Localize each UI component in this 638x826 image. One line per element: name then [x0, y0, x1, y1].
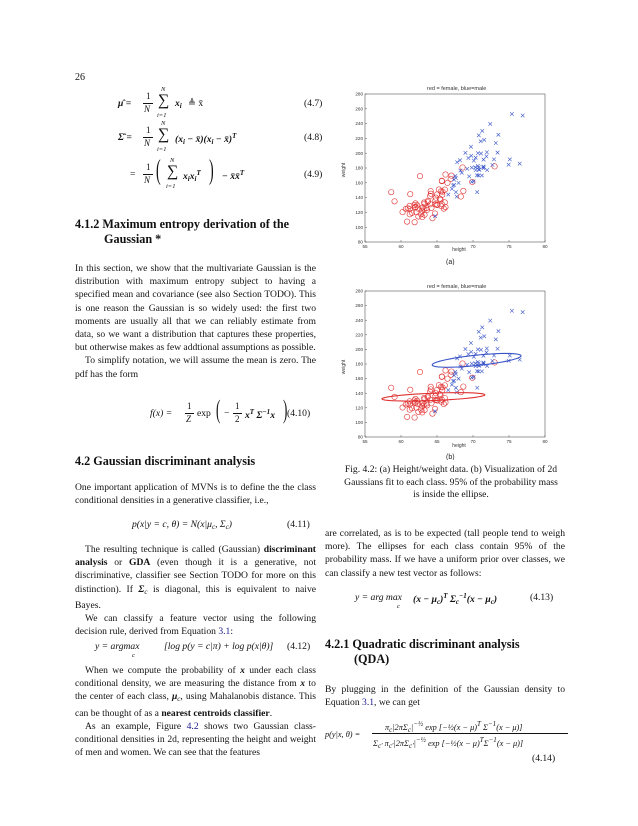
section-heading-4-2-1 — [325, 637, 575, 667]
male-point — [497, 133, 501, 137]
paragraph-correlated — [325, 527, 565, 580]
section-heading-4-2 — [75, 454, 325, 469]
eq-number: (4.8) — [304, 132, 323, 143]
paren-close: ) — [283, 395, 288, 424]
y-tick-label: 140 — [355, 195, 363, 201]
y-tick-label: 140 — [355, 390, 363, 396]
male-point — [479, 336, 483, 340]
eq-frac-num: 1 — [187, 401, 192, 411]
eq-number: (4.9) — [304, 169, 323, 180]
male-point — [497, 329, 501, 333]
male-point — [507, 163, 511, 167]
male-point — [450, 187, 454, 191]
fraction-bar — [372, 733, 568, 734]
male-point — [496, 347, 500, 351]
female-point — [389, 189, 394, 194]
paragraph-gda-definition — [75, 543, 316, 638]
male-point — [477, 330, 481, 334]
eq-frac-den: N — [144, 104, 151, 114]
y-axis-label: weight — [341, 359, 347, 375]
equation-4-11 — [132, 519, 232, 531]
figure-a-scatter — [335, 80, 555, 265]
x-axis-label: height — [452, 443, 466, 449]
male-point — [480, 326, 484, 330]
section-number: 4.1.2 — [75, 217, 100, 231]
equation-link[interactable]: 3.1 — [218, 626, 231, 638]
paragraph-mahalanobis — [75, 664, 316, 759]
y-tick-label: 260 — [355, 106, 363, 112]
male-point — [477, 134, 481, 138]
male-point — [480, 174, 484, 178]
eq-lhs: = — [130, 169, 136, 180]
female-point — [392, 199, 397, 204]
eq-text: p(x|y = c, $\theta) = N(x|\mu_c$, $\Sigma_c$) — [132, 519, 232, 531]
male-point — [479, 348, 483, 352]
eq-body: $(x - \mu_c)^T$ $\Sigma_c^{-1}(x - \mu_c)$ — [413, 592, 498, 606]
male-point — [475, 386, 479, 390]
female-point — [439, 374, 444, 379]
paragraph-qda — [325, 683, 565, 709]
sum-symbol: ∑ — [158, 92, 170, 109]
sum-symbol: ∑ — [167, 163, 179, 180]
male-point — [482, 158, 486, 162]
eq-argsub: c — [397, 603, 400, 610]
eq-sum-top: N — [170, 157, 175, 164]
male-point — [485, 150, 489, 154]
paragraph-text: are correlated, as is to be expected (tall people tend to weigh more). The ellipses for each class contain 95% of the probability mass. If we have a uniform prior over classes, we can classify a new test vector as follows: — [325, 528, 565, 579]
section-title-line2: Gaussian * — [104, 232, 162, 246]
eq-sum-bot: i=1 — [157, 146, 167, 153]
x-tick-label: 60 — [398, 244, 404, 249]
eq-number: (4.10) — [287, 408, 311, 419]
section-number: 4.2.1 — [325, 637, 350, 651]
figure-label-b: (b) — [446, 454, 455, 460]
male-point — [480, 129, 484, 133]
male-point — [478, 168, 482, 172]
x-tick-label: 65 — [434, 244, 440, 249]
x-tick-label: 55 — [362, 439, 368, 444]
female-point — [460, 165, 465, 170]
eq-lhs: y = arg max — [355, 592, 402, 603]
y-tick-label: 280 — [355, 91, 363, 97]
male-point — [450, 383, 454, 387]
eq-lhs: y = argmax — [95, 641, 140, 652]
y-tick-label: 100 — [355, 224, 363, 230]
paragraph-gda-intro — [75, 481, 316, 507]
paragraph-text-2: As an example, Figure 4.2 shows two Gaussian class-conditional densities in 2d, representing the height and weight of men and women. We can see that the features — [75, 720, 316, 759]
female-point — [400, 209, 405, 214]
section-title: Gaussian discriminant analysis — [93, 454, 256, 468]
equation-link[interactable]: 3.1 — [362, 697, 375, 709]
figure-link[interactable]: 4.2 — [186, 720, 199, 732]
male-point — [464, 347, 468, 351]
male-point — [446, 388, 450, 392]
eq-frac-num: 1 — [146, 162, 151, 172]
male-point — [470, 166, 474, 170]
eq-tail: − x̄x̄$^T$ — [222, 169, 245, 182]
male-point — [464, 151, 468, 155]
male-point — [482, 334, 486, 338]
female-point — [392, 394, 397, 399]
paragraph-text: When we compute the probability of x under each class conditional density, we are measuring the distance from x to the center of each class, $\mu_c$, using Mahalanobis distance. This can be thought of as a nearest centroids classifier. — [75, 665, 316, 719]
male-point — [454, 190, 458, 194]
male-point — [491, 163, 495, 167]
y-tick-label: 180 — [355, 361, 363, 367]
y-tick-label: 120 — [355, 405, 363, 411]
x-tick-label: 65 — [434, 439, 440, 444]
paren-close: ) — [209, 155, 214, 186]
eq-number: (4.11) — [287, 519, 310, 530]
eq-lhs: p(y|x, θ) = — [325, 730, 361, 739]
y-tick-label: 220 — [355, 136, 363, 141]
eq-number: (4.13) — [530, 592, 554, 603]
female-point — [404, 414, 409, 419]
section-title-line2: (QDA) — [354, 652, 390, 666]
female-point — [461, 188, 466, 193]
eq-number: (4.7) — [304, 98, 323, 109]
equation-4-7 — [118, 86, 323, 122]
y-tick-label: 160 — [355, 376, 363, 382]
y-tick-label: 200 — [355, 347, 363, 352]
female-point — [412, 415, 417, 420]
eq-inner: $x^T$ $\Sigma^{-1}x$ — [245, 408, 275, 421]
paragraph-text: The resulting technique is called (Gaussian) discriminant analysis or GDA (even though it is a generative, not discriminative, classifier see Section TODO for more on this distinction). If $\Sigma_c$ is diagonal, this is equivalent to naive Bayes. — [75, 544, 316, 611]
eq-lhs: μ̂ = — [118, 98, 132, 109]
female-point — [458, 194, 463, 199]
male-point — [521, 114, 525, 118]
x-tick-label: 80 — [542, 439, 548, 444]
eq-numerator: $\pi_c|2\pi\Sigma_c|^{-\frac{1}{2}}$ exp [−½(x − μ)$^T$ $\Sigma^{-1}(x - \mu)$] — [385, 720, 523, 734]
female-point — [432, 406, 437, 411]
male-point — [491, 359, 495, 363]
male-point — [494, 141, 498, 145]
male-point — [510, 309, 514, 313]
eq-lhs: Σ̂ = — [118, 132, 132, 143]
male-point — [446, 193, 450, 197]
y-tick-label: 280 — [355, 288, 363, 294]
male-point — [521, 310, 525, 314]
legend-label: red = female, blue=male — [427, 284, 487, 290]
female-point — [403, 206, 408, 211]
paragraph-text-2: We can classify a feature vector using the following decision rule, derived from Equation 3.1: — [75, 613, 316, 638]
eq-argsub: c — [132, 652, 135, 659]
x-tick-label: 55 — [362, 244, 368, 249]
eq-sum-bot: i=1 — [157, 112, 167, 119]
female-point — [417, 369, 422, 374]
y-tick-label: 240 — [355, 317, 363, 323]
male-point — [457, 181, 461, 185]
figure-caption: Fig. 4.2: (a) Height/weight data. (b) Visualization of 2d Gaussians fit to each class. 95% of the probability mass is inside the ellipse. — [344, 464, 558, 500]
y-tick-label: 80 — [357, 239, 363, 245]
male-point — [469, 145, 473, 149]
male-point — [508, 158, 512, 162]
male-point — [479, 139, 483, 143]
female-point — [429, 205, 434, 210]
eq-sum-top: N — [161, 86, 166, 93]
female-point — [439, 178, 444, 183]
eq-tail: ≜ x̄ — [188, 98, 204, 109]
eq-frac-den: N — [144, 175, 151, 185]
female-point — [443, 368, 448, 373]
male-point — [475, 190, 479, 194]
paragraph-text: One important application of MVNs is to define the the class conditional densities in a generative classifier, i.e., — [75, 482, 316, 507]
male-point — [510, 112, 514, 116]
male-point — [485, 155, 489, 159]
eq-frac-num: 1 — [146, 91, 151, 101]
x-tick-label: 70 — [470, 244, 476, 249]
male-point — [485, 347, 489, 351]
eq-body: [log p(y = c|π) + log p(x|θ)] — [164, 641, 274, 652]
eq-denominator: $\Sigma_{c'}$ $\pi_{c'}|2\pi\Sigma_{c'}|^{-\frac{1}{2}}$ exp [−½(x − $\mu)^T\Sigma^{-1}(x - \mu)$] — [373, 736, 524, 750]
female-point — [460, 361, 465, 366]
male-point — [492, 158, 496, 162]
y-tick-label: 200 — [355, 150, 363, 156]
x-tick-label: 80 — [542, 244, 548, 249]
eq-inner-den: 2 — [235, 414, 240, 424]
eq-sum-bot: i=1 — [166, 183, 176, 190]
y-tick-label: 220 — [355, 332, 363, 338]
section-heading-4-1-2 — [75, 217, 325, 247]
female-point — [408, 387, 413, 392]
female-point — [432, 211, 437, 216]
female-point — [404, 219, 409, 224]
male-point — [488, 319, 492, 323]
eq-inner-num: 1 — [235, 401, 240, 411]
eq-number: (4.14) — [532, 753, 556, 764]
legend-label: red = female, blue=male — [427, 86, 487, 92]
y-tick-label: 180 — [355, 165, 363, 171]
eq-frac-den: N — [144, 138, 151, 148]
male-point — [485, 168, 489, 172]
female-point — [461, 384, 466, 389]
equation-4-14 — [325, 718, 570, 774]
exp-text: exp — [197, 408, 211, 419]
paragraph-text-2: To simplify notation, we will assume the mean is zero. The pdf has the form — [75, 355, 316, 380]
paragraph-max-entropy — [75, 262, 316, 381]
paren-open: ( — [216, 395, 221, 424]
minus-sign: − — [224, 408, 230, 419]
male-point — [465, 167, 469, 171]
eq-number: (4.12) — [287, 641, 311, 652]
eq-body: ($x_i$ − $x̄)(x_i$ − x̄)$^T$ — [175, 132, 237, 146]
male-point — [518, 162, 522, 166]
male-point — [482, 138, 486, 142]
y-tick-label: 100 — [355, 420, 363, 425]
male-point — [460, 171, 464, 175]
male-point — [454, 386, 458, 390]
paragraph-text: By plugging in the definition of the Gaussian density to Equation 3.1, we can get — [325, 684, 565, 709]
plot-frame — [365, 94, 545, 242]
plot-frame — [365, 291, 545, 437]
male-point — [457, 377, 461, 381]
female-point — [403, 402, 408, 407]
eq-body: $x_ix_i^T$ — [183, 169, 201, 183]
eq-frac-den: Z — [186, 414, 192, 424]
male-point — [458, 158, 462, 162]
section-title-line1: Maximum entropy derivation of the — [102, 217, 290, 231]
y-tick-label: 160 — [355, 180, 363, 186]
male-point — [469, 154, 473, 158]
female-point — [429, 401, 434, 406]
male-point — [467, 156, 471, 160]
x-tick-label: 70 — [470, 439, 476, 444]
male-point — [480, 370, 484, 374]
male-point — [470, 362, 474, 366]
male-point — [479, 152, 483, 156]
section-title-line1: Quadratic discriminant analysis — [352, 637, 520, 651]
female-point — [400, 405, 405, 410]
male-point — [508, 354, 512, 358]
figure-b-gaussians — [335, 275, 555, 460]
x-tick-label: 75 — [506, 439, 512, 444]
male-point — [469, 341, 473, 345]
female-point — [417, 173, 422, 178]
y-tick-label: 80 — [357, 434, 363, 440]
female-point — [408, 191, 413, 196]
male-point — [467, 370, 471, 374]
male-point — [455, 160, 459, 164]
section-number: 4.2 — [75, 454, 91, 468]
sum-symbol: ∑ — [158, 126, 170, 143]
y-tick-label: 120 — [355, 210, 363, 215]
paren-open: ( — [156, 155, 161, 186]
male-point — [467, 175, 471, 179]
male-point — [496, 151, 500, 155]
equation-4-9 — [118, 155, 323, 195]
y-axis-label: weight — [341, 162, 347, 178]
figure-label-a: (a) — [446, 259, 455, 265]
page-number: 26 — [75, 72, 85, 83]
eq-sum-top: N — [161, 120, 166, 127]
female-point — [412, 220, 417, 225]
x-tick-label: 60 — [398, 439, 404, 444]
paragraph-text: In this section, we show that the multivariate Gaussian is the distribution with maximum entropy subject to having a specified mean and covariance (see also Section TODO). This is one reason the Gaussian is so widely used: the first two moments are usually all that we can reliably estimate from data, so we want a distribution that captures these properties, but otherwise makes as few addtional assumptions as possible. — [75, 263, 316, 354]
male-point — [494, 338, 498, 342]
female-point — [443, 172, 448, 177]
x-tick-label: 75 — [506, 244, 512, 249]
y-tick-label: 240 — [355, 121, 363, 127]
eq-lhs: f(x) = — [150, 408, 173, 419]
x-axis-label: height — [452, 247, 466, 253]
male-point — [469, 350, 473, 354]
y-tick-label: 260 — [355, 303, 363, 309]
male-point — [477, 168, 481, 172]
equation-4-8 — [118, 120, 323, 156]
eq-body: $x_i$ — [175, 98, 182, 110]
male-point — [488, 122, 492, 126]
eq-frac-num: 1 — [146, 125, 151, 135]
female-point — [389, 385, 394, 390]
